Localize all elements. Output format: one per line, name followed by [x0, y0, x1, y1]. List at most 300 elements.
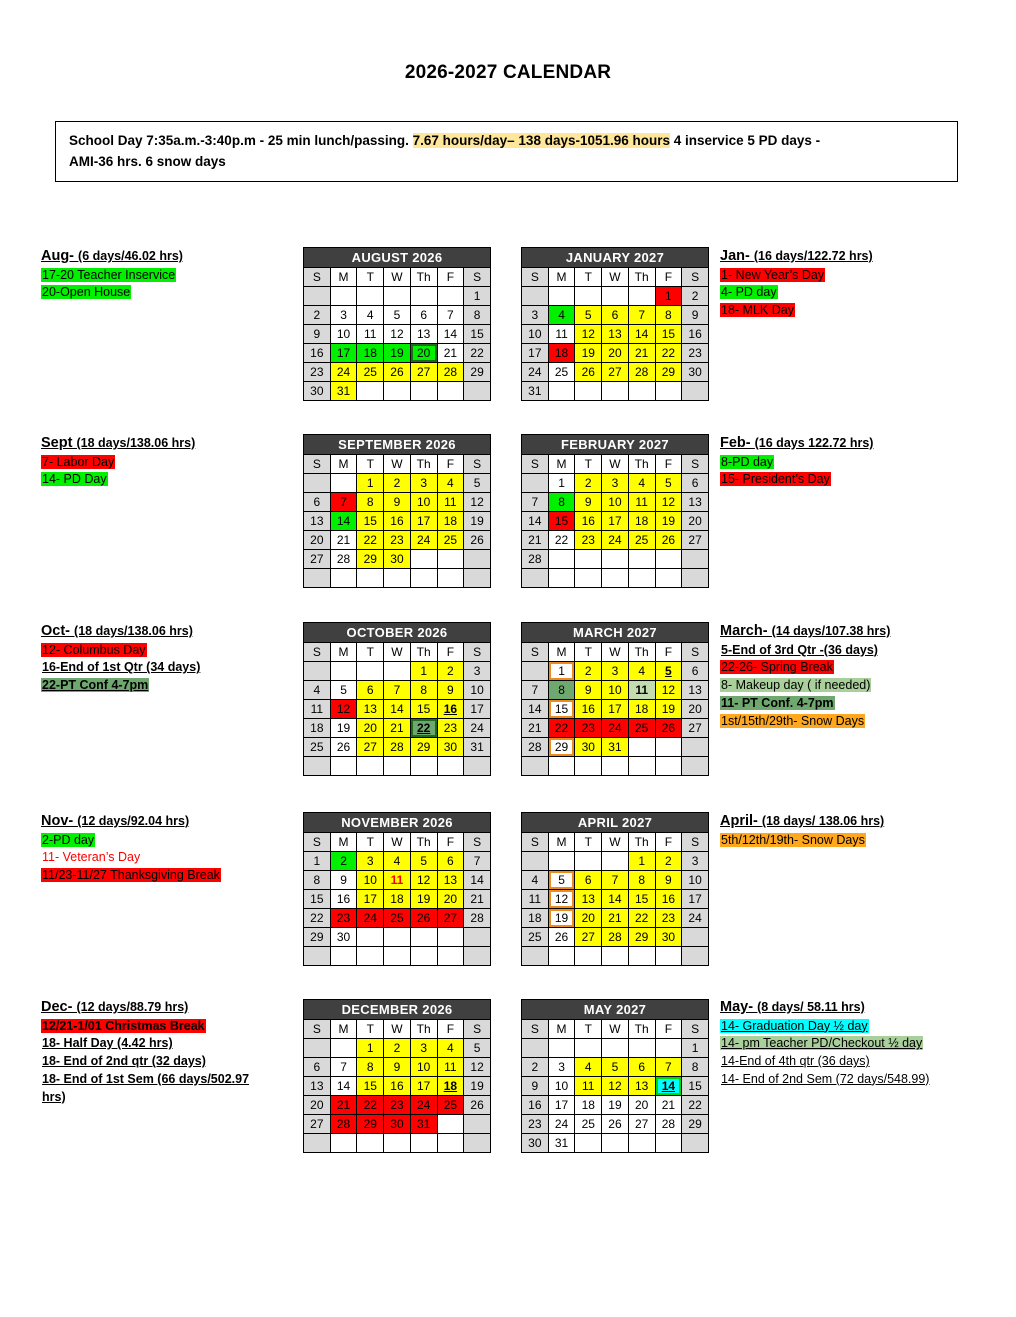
day-cell-september-8[interactable] — [357, 493, 384, 512]
day-cell-november-26[interactable] — [410, 909, 437, 928]
day-cell-april-18[interactable] — [522, 909, 549, 928]
day-cell-april-19[interactable] — [548, 909, 575, 928]
day-cell-may-1[interactable] — [682, 1039, 709, 1058]
day-cell-march-18[interactable] — [628, 700, 655, 719]
day-cell-january-17[interactable] — [522, 344, 549, 363]
day-cell-february-20[interactable] — [682, 512, 709, 531]
day-cell-december-1[interactable] — [357, 1039, 384, 1058]
day-cell-september-3[interactable] — [410, 474, 437, 493]
day-cell-january-12[interactable] — [575, 325, 602, 344]
day-cell-november-29[interactable] — [304, 928, 331, 947]
day-cell-august-5[interactable] — [384, 306, 411, 325]
day-cell-february-7[interactable] — [522, 493, 549, 512]
day-cell-october-26[interactable] — [330, 738, 357, 757]
day-cell-may-2[interactable] — [522, 1058, 549, 1077]
day-cell-may-18[interactable] — [575, 1096, 602, 1115]
day-cell-september-19[interactable] — [464, 512, 491, 531]
day-cell-may-8[interactable] — [682, 1058, 709, 1077]
day-cell-december-2[interactable] — [384, 1039, 411, 1058]
day-cell-march-15[interactable] — [548, 700, 575, 719]
day-cell-may-7[interactable] — [655, 1058, 682, 1077]
day-cell-august-29[interactable] — [464, 363, 491, 382]
day-cell-february-24[interactable] — [602, 531, 629, 550]
day-cell-august-22[interactable] — [464, 344, 491, 363]
day-cell-april-20[interactable] — [575, 909, 602, 928]
day-cell-february-17[interactable] — [602, 512, 629, 531]
day-cell-august-17[interactable] — [330, 344, 357, 363]
day-cell-october-4[interactable] — [304, 681, 331, 700]
day-cell-january-21[interactable] — [628, 344, 655, 363]
day-cell-april-16[interactable] — [655, 890, 682, 909]
day-cell-january-18[interactable] — [548, 344, 575, 363]
day-cell-september-17[interactable] — [410, 512, 437, 531]
day-cell-may-25[interactable] — [575, 1115, 602, 1134]
day-cell-october-14[interactable] — [384, 700, 411, 719]
day-cell-may-20[interactable] — [628, 1096, 655, 1115]
day-cell-november-20[interactable] — [437, 890, 464, 909]
day-cell-august-9[interactable] — [304, 325, 331, 344]
day-cell-january-1[interactable] — [655, 287, 682, 306]
day-cell-march-9[interactable] — [575, 681, 602, 700]
day-cell-january-7[interactable] — [628, 306, 655, 325]
day-cell-august-16[interactable] — [304, 344, 331, 363]
day-cell-september-14[interactable] — [330, 512, 357, 531]
day-cell-september-2[interactable] — [384, 474, 411, 493]
day-cell-september-29[interactable] — [357, 550, 384, 569]
day-cell-january-13[interactable] — [602, 325, 629, 344]
day-cell-january-24[interactable] — [522, 363, 549, 382]
day-cell-october-29[interactable] — [410, 738, 437, 757]
day-cell-december-25[interactable] — [437, 1096, 464, 1115]
day-cell-january-20[interactable] — [602, 344, 629, 363]
day-cell-february-22[interactable] — [548, 531, 575, 550]
day-cell-march-21[interactable] — [522, 719, 549, 738]
day-cell-august-11[interactable] — [357, 325, 384, 344]
day-cell-september-28[interactable] — [330, 550, 357, 569]
day-cell-february-23[interactable] — [575, 531, 602, 550]
day-cell-may-24[interactable] — [548, 1115, 575, 1134]
day-cell-october-17[interactable] — [464, 700, 491, 719]
day-cell-january-29[interactable] — [655, 363, 682, 382]
day-cell-april-6[interactable] — [575, 871, 602, 890]
day-cell-may-28[interactable] — [655, 1115, 682, 1134]
day-cell-october-19[interactable] — [330, 719, 357, 738]
day-cell-may-3[interactable] — [548, 1058, 575, 1077]
day-cell-september-21[interactable] — [330, 531, 357, 550]
day-cell-november-11[interactable] — [384, 871, 411, 890]
day-cell-october-25[interactable] — [304, 738, 331, 757]
day-cell-november-27[interactable] — [437, 909, 464, 928]
day-cell-september-6[interactable] — [304, 493, 331, 512]
day-cell-december-16[interactable] — [384, 1077, 411, 1096]
day-cell-august-15[interactable] — [464, 325, 491, 344]
day-cell-february-8[interactable] — [548, 493, 575, 512]
day-cell-december-26[interactable] — [464, 1096, 491, 1115]
day-cell-april-8[interactable] — [628, 871, 655, 890]
day-cell-january-4[interactable] — [548, 306, 575, 325]
day-cell-january-23[interactable] — [682, 344, 709, 363]
day-cell-february-10[interactable] — [602, 493, 629, 512]
day-cell-december-12[interactable] — [464, 1058, 491, 1077]
day-cell-march-3[interactable] — [602, 662, 629, 681]
day-cell-march-31[interactable] — [602, 738, 629, 757]
day-cell-december-24[interactable] — [410, 1096, 437, 1115]
day-cell-april-26[interactable] — [548, 928, 575, 947]
day-cell-january-10[interactable] — [522, 325, 549, 344]
day-cell-march-10[interactable] — [602, 681, 629, 700]
day-cell-december-14[interactable] — [330, 1077, 357, 1096]
day-cell-november-13[interactable] — [437, 871, 464, 890]
day-cell-december-10[interactable] — [410, 1058, 437, 1077]
day-cell-december-18[interactable] — [437, 1077, 464, 1096]
day-cell-april-1[interactable] — [628, 852, 655, 871]
day-cell-may-14[interactable] — [655, 1077, 682, 1096]
day-cell-august-13[interactable] — [410, 325, 437, 344]
day-cell-february-11[interactable] — [628, 493, 655, 512]
day-cell-march-2[interactable] — [575, 662, 602, 681]
day-cell-may-31[interactable] — [548, 1134, 575, 1153]
day-cell-may-10[interactable] — [548, 1077, 575, 1096]
day-cell-april-24[interactable] — [682, 909, 709, 928]
day-cell-november-25[interactable] — [384, 909, 411, 928]
day-cell-february-28[interactable] — [522, 550, 549, 569]
day-cell-january-8[interactable] — [655, 306, 682, 325]
day-cell-may-30[interactable] — [522, 1134, 549, 1153]
day-cell-august-31[interactable] — [330, 382, 357, 401]
day-cell-april-7[interactable] — [602, 871, 629, 890]
day-cell-november-18[interactable] — [384, 890, 411, 909]
day-cell-october-27[interactable] — [357, 738, 384, 757]
day-cell-september-10[interactable] — [410, 493, 437, 512]
day-cell-april-2[interactable] — [655, 852, 682, 871]
day-cell-november-19[interactable] — [410, 890, 437, 909]
day-cell-november-9[interactable] — [330, 871, 357, 890]
day-cell-august-30[interactable] — [304, 382, 331, 401]
day-cell-october-12[interactable] — [330, 700, 357, 719]
day-cell-may-12[interactable] — [602, 1077, 629, 1096]
day-cell-october-5[interactable] — [330, 681, 357, 700]
day-cell-march-14[interactable] — [522, 700, 549, 719]
day-cell-may-13[interactable] — [628, 1077, 655, 1096]
day-cell-april-4[interactable] — [522, 871, 549, 890]
day-cell-march-13[interactable] — [682, 681, 709, 700]
day-cell-january-15[interactable] — [655, 325, 682, 344]
day-cell-february-3[interactable] — [602, 474, 629, 493]
day-cell-february-4[interactable] — [628, 474, 655, 493]
day-cell-september-30[interactable] — [384, 550, 411, 569]
day-cell-october-15[interactable] — [410, 700, 437, 719]
day-cell-november-2[interactable] — [330, 852, 357, 871]
day-cell-january-28[interactable] — [628, 363, 655, 382]
day-cell-september-12[interactable] — [464, 493, 491, 512]
day-cell-april-28[interactable] — [602, 928, 629, 947]
day-cell-january-19[interactable] — [575, 344, 602, 363]
day-cell-march-4[interactable] — [628, 662, 655, 681]
day-cell-april-3[interactable] — [682, 852, 709, 871]
day-cell-february-16[interactable] — [575, 512, 602, 531]
day-cell-february-13[interactable] — [682, 493, 709, 512]
day-cell-may-19[interactable] — [602, 1096, 629, 1115]
day-cell-december-4[interactable] — [437, 1039, 464, 1058]
day-cell-december-17[interactable] — [410, 1077, 437, 1096]
day-cell-september-16[interactable] — [384, 512, 411, 531]
day-cell-november-21[interactable] — [464, 890, 491, 909]
day-cell-february-27[interactable] — [682, 531, 709, 550]
day-cell-december-30[interactable] — [384, 1115, 411, 1134]
day-cell-march-7[interactable] — [522, 681, 549, 700]
day-cell-october-16[interactable] — [437, 700, 464, 719]
day-cell-november-1[interactable] — [304, 852, 331, 871]
day-cell-august-3[interactable] — [330, 306, 357, 325]
day-cell-november-5[interactable] — [410, 852, 437, 871]
day-cell-december-6[interactable] — [304, 1058, 331, 1077]
day-cell-november-6[interactable] — [437, 852, 464, 871]
day-cell-may-9[interactable] — [522, 1077, 549, 1096]
day-cell-december-23[interactable] — [384, 1096, 411, 1115]
day-cell-august-1[interactable] — [464, 287, 491, 306]
day-cell-may-22[interactable] — [682, 1096, 709, 1115]
day-cell-may-17[interactable] — [548, 1096, 575, 1115]
day-cell-february-5[interactable] — [655, 474, 682, 493]
day-cell-april-15[interactable] — [628, 890, 655, 909]
day-cell-february-19[interactable] — [655, 512, 682, 531]
day-cell-august-23[interactable] — [304, 363, 331, 382]
day-cell-april-30[interactable] — [655, 928, 682, 947]
day-cell-december-29[interactable] — [357, 1115, 384, 1134]
day-cell-october-13[interactable] — [357, 700, 384, 719]
day-cell-october-21[interactable] — [384, 719, 411, 738]
day-cell-december-28[interactable] — [330, 1115, 357, 1134]
day-cell-may-15[interactable] — [682, 1077, 709, 1096]
day-cell-march-11[interactable] — [628, 681, 655, 700]
day-cell-may-23[interactable] — [522, 1115, 549, 1134]
day-cell-november-12[interactable] — [410, 871, 437, 890]
day-cell-october-31[interactable] — [464, 738, 491, 757]
day-cell-august-21[interactable] — [437, 344, 464, 363]
day-cell-december-8[interactable] — [357, 1058, 384, 1077]
day-cell-may-27[interactable] — [628, 1115, 655, 1134]
day-cell-march-23[interactable] — [575, 719, 602, 738]
day-cell-september-25[interactable] — [437, 531, 464, 550]
day-cell-august-25[interactable] — [357, 363, 384, 382]
day-cell-november-14[interactable] — [464, 871, 491, 890]
day-cell-september-9[interactable] — [384, 493, 411, 512]
day-cell-november-7[interactable] — [464, 852, 491, 871]
day-cell-august-7[interactable] — [437, 306, 464, 325]
day-cell-march-30[interactable] — [575, 738, 602, 757]
day-cell-march-25[interactable] — [628, 719, 655, 738]
day-cell-march-17[interactable] — [602, 700, 629, 719]
day-cell-february-26[interactable] — [655, 531, 682, 550]
day-cell-august-20[interactable] — [410, 344, 437, 363]
day-cell-september-11[interactable] — [437, 493, 464, 512]
day-cell-february-25[interactable] — [628, 531, 655, 550]
day-cell-october-28[interactable] — [384, 738, 411, 757]
day-cell-september-23[interactable] — [384, 531, 411, 550]
day-cell-february-9[interactable] — [575, 493, 602, 512]
day-cell-september-5[interactable] — [464, 474, 491, 493]
day-cell-september-27[interactable] — [304, 550, 331, 569]
day-cell-april-13[interactable] — [575, 890, 602, 909]
day-cell-march-20[interactable] — [682, 700, 709, 719]
day-cell-april-23[interactable] — [655, 909, 682, 928]
day-cell-january-25[interactable] — [548, 363, 575, 382]
day-cell-august-2[interactable] — [304, 306, 331, 325]
day-cell-december-21[interactable] — [330, 1096, 357, 1115]
day-cell-august-6[interactable] — [410, 306, 437, 325]
day-cell-january-27[interactable] — [602, 363, 629, 382]
day-cell-may-5[interactable] — [602, 1058, 629, 1077]
day-cell-august-4[interactable] — [357, 306, 384, 325]
day-cell-october-10[interactable] — [464, 681, 491, 700]
day-cell-february-21[interactable] — [522, 531, 549, 550]
day-cell-october-24[interactable] — [464, 719, 491, 738]
day-cell-september-18[interactable] — [437, 512, 464, 531]
day-cell-august-14[interactable] — [437, 325, 464, 344]
day-cell-august-10[interactable] — [330, 325, 357, 344]
day-cell-december-20[interactable] — [304, 1096, 331, 1115]
day-cell-december-13[interactable] — [304, 1077, 331, 1096]
day-cell-january-30[interactable] — [682, 363, 709, 382]
day-cell-september-24[interactable] — [410, 531, 437, 550]
day-cell-february-1[interactable] — [548, 474, 575, 493]
day-cell-november-15[interactable] — [304, 890, 331, 909]
day-cell-march-12[interactable] — [655, 681, 682, 700]
day-cell-october-30[interactable] — [437, 738, 464, 757]
day-cell-november-10[interactable] — [357, 871, 384, 890]
day-cell-march-8[interactable] — [548, 681, 575, 700]
day-cell-september-1[interactable] — [357, 474, 384, 493]
day-cell-december-15[interactable] — [357, 1077, 384, 1096]
day-cell-october-7[interactable] — [384, 681, 411, 700]
day-cell-december-3[interactable] — [410, 1039, 437, 1058]
day-cell-december-7[interactable] — [330, 1058, 357, 1077]
day-cell-november-16[interactable] — [330, 890, 357, 909]
day-cell-april-11[interactable] — [522, 890, 549, 909]
day-cell-may-26[interactable] — [602, 1115, 629, 1134]
day-cell-november-17[interactable] — [357, 890, 384, 909]
day-cell-october-11[interactable] — [304, 700, 331, 719]
day-cell-january-9[interactable] — [682, 306, 709, 325]
day-cell-november-8[interactable] — [304, 871, 331, 890]
day-cell-november-30[interactable] — [330, 928, 357, 947]
day-cell-may-6[interactable] — [628, 1058, 655, 1077]
day-cell-january-11[interactable] — [548, 325, 575, 344]
day-cell-january-6[interactable] — [602, 306, 629, 325]
day-cell-november-4[interactable] — [384, 852, 411, 871]
day-cell-september-13[interactable] — [304, 512, 331, 531]
day-cell-august-28[interactable] — [437, 363, 464, 382]
day-cell-december-31[interactable] — [410, 1115, 437, 1134]
day-cell-april-25[interactable] — [522, 928, 549, 947]
day-cell-may-11[interactable] — [575, 1077, 602, 1096]
day-cell-october-23[interactable] — [437, 719, 464, 738]
day-cell-november-3[interactable] — [357, 852, 384, 871]
day-cell-march-26[interactable] — [655, 719, 682, 738]
day-cell-january-31[interactable] — [522, 382, 549, 401]
day-cell-april-14[interactable] — [602, 890, 629, 909]
day-cell-march-24[interactable] — [602, 719, 629, 738]
day-cell-october-2[interactable] — [437, 662, 464, 681]
day-cell-may-21[interactable] — [655, 1096, 682, 1115]
day-cell-october-18[interactable] — [304, 719, 331, 738]
day-cell-october-22[interactable] — [410, 719, 437, 738]
day-cell-august-27[interactable] — [410, 363, 437, 382]
day-cell-april-5[interactable] — [548, 871, 575, 890]
day-cell-august-24[interactable] — [330, 363, 357, 382]
day-cell-january-22[interactable] — [655, 344, 682, 363]
day-cell-october-1[interactable] — [410, 662, 437, 681]
day-cell-february-2[interactable] — [575, 474, 602, 493]
day-cell-february-6[interactable] — [682, 474, 709, 493]
day-cell-january-26[interactable] — [575, 363, 602, 382]
day-cell-december-19[interactable] — [464, 1077, 491, 1096]
day-cell-september-22[interactable] — [357, 531, 384, 550]
day-cell-march-6[interactable] — [682, 662, 709, 681]
day-cell-november-24[interactable] — [357, 909, 384, 928]
day-cell-january-2[interactable] — [682, 287, 709, 306]
day-cell-november-23[interactable] — [330, 909, 357, 928]
day-cell-april-10[interactable] — [682, 871, 709, 890]
day-cell-march-22[interactable] — [548, 719, 575, 738]
day-cell-february-14[interactable] — [522, 512, 549, 531]
day-cell-january-16[interactable] — [682, 325, 709, 344]
day-cell-february-18[interactable] — [628, 512, 655, 531]
day-cell-december-5[interactable] — [464, 1039, 491, 1058]
day-cell-january-5[interactable] — [575, 306, 602, 325]
day-cell-october-9[interactable] — [437, 681, 464, 700]
day-cell-september-26[interactable] — [464, 531, 491, 550]
day-cell-january-3[interactable] — [522, 306, 549, 325]
day-cell-may-4[interactable] — [575, 1058, 602, 1077]
day-cell-december-27[interactable] — [304, 1115, 331, 1134]
day-cell-april-12[interactable] — [548, 890, 575, 909]
day-cell-april-9[interactable] — [655, 871, 682, 890]
day-cell-january-14[interactable] — [628, 325, 655, 344]
day-cell-march-16[interactable] — [575, 700, 602, 719]
day-cell-may-16[interactable] — [522, 1096, 549, 1115]
day-cell-december-22[interactable] — [357, 1096, 384, 1115]
day-cell-september-20[interactable] — [304, 531, 331, 550]
day-cell-march-19[interactable] — [655, 700, 682, 719]
day-cell-may-29[interactable] — [682, 1115, 709, 1134]
day-cell-august-26[interactable] — [384, 363, 411, 382]
day-cell-april-22[interactable] — [628, 909, 655, 928]
day-cell-april-17[interactable] — [682, 890, 709, 909]
day-cell-september-4[interactable] — [437, 474, 464, 493]
day-cell-april-29[interactable] — [628, 928, 655, 947]
day-cell-october-6[interactable] — [357, 681, 384, 700]
day-cell-march-27[interactable] — [682, 719, 709, 738]
day-cell-august-19[interactable] — [384, 344, 411, 363]
day-cell-august-12[interactable] — [384, 325, 411, 344]
day-cell-september-7[interactable] — [330, 493, 357, 512]
day-cell-december-11[interactable] — [437, 1058, 464, 1077]
day-cell-april-21[interactable] — [602, 909, 629, 928]
day-cell-august-18[interactable] — [357, 344, 384, 363]
day-cell-october-20[interactable] — [357, 719, 384, 738]
day-cell-february-15[interactable] — [548, 512, 575, 531]
day-cell-october-3[interactable] — [464, 662, 491, 681]
day-cell-november-22[interactable] — [304, 909, 331, 928]
day-cell-december-9[interactable] — [384, 1058, 411, 1077]
day-cell-february-12[interactable] — [655, 493, 682, 512]
day-cell-october-8[interactable] — [410, 681, 437, 700]
day-cell-september-15[interactable] — [357, 512, 384, 531]
day-cell-march-28[interactable] — [522, 738, 549, 757]
day-cell-march-1[interactable] — [548, 662, 575, 681]
day-cell-march-5[interactable] — [655, 662, 682, 681]
